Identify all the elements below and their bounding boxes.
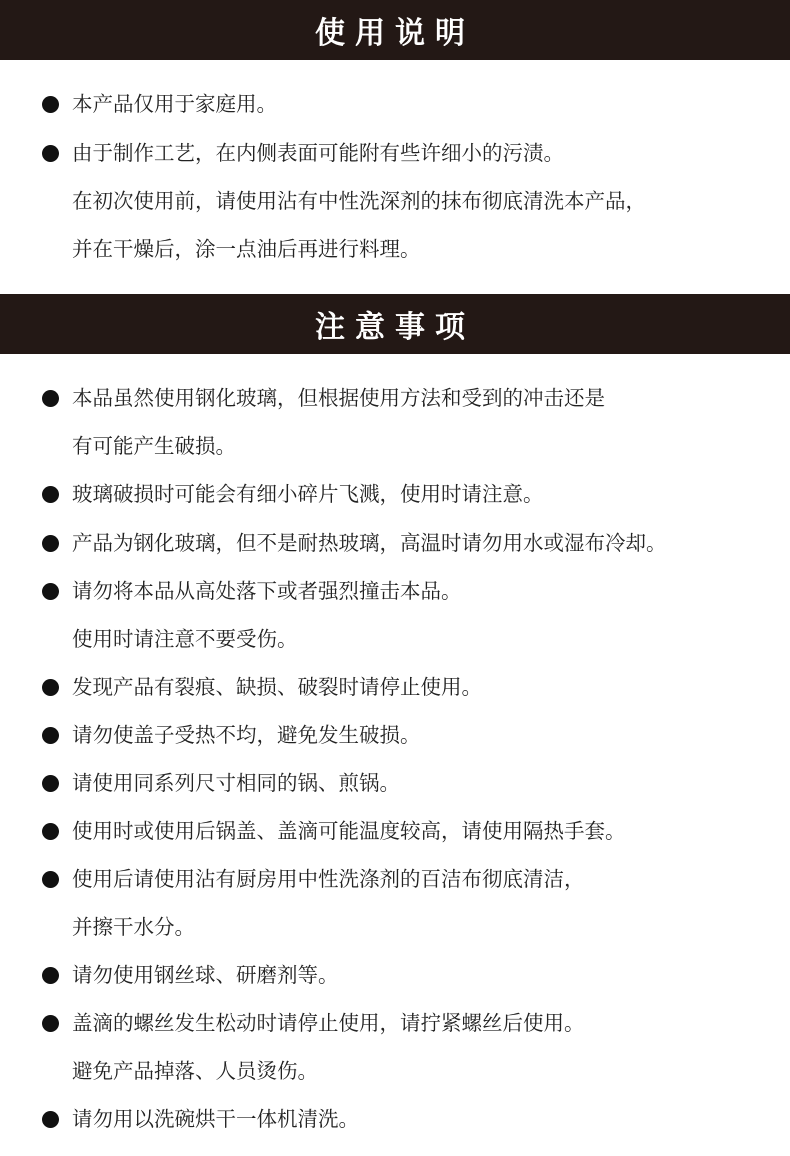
- list-item: [42, 965, 339, 986]
- list-item: [42, 821, 626, 842]
- list-item: [42, 143, 564, 164]
- bullet-icon: [42, 1111, 59, 1128]
- item-text: 请使用同系列尺寸相同的锅、煎锅。: [72, 771, 400, 795]
- bullet-icon: [42, 727, 59, 744]
- list-item: [42, 1109, 359, 1130]
- list-item: [42, 677, 482, 698]
- item-continuation: 在初次使用前，请使用沾有中性洗深剂的抹布彻底清洗本产品，: [72, 189, 646, 213]
- list-item: [42, 869, 585, 890]
- bullet-icon: [42, 823, 59, 840]
- list-item: [42, 388, 605, 409]
- item-text: 盖滴的螺丝发生松动时请停止使用，请拧紧螺丝后使用。: [72, 1011, 585, 1035]
- list-item: [42, 773, 400, 794]
- item-text: 请勿将本品从高处落下或者强烈撞击本品。: [72, 579, 462, 603]
- section-banner-precautions: [0, 294, 790, 354]
- bullet-icon: [42, 486, 59, 503]
- bullet-icon: [42, 871, 59, 888]
- bullet-icon: [42, 967, 59, 984]
- bullet-icon: [42, 775, 59, 792]
- item-continuation: 并在干燥后，涂一点油后再进行料理。: [72, 237, 421, 261]
- item-text: 请勿使盖子受热不均，避免发生破损。: [72, 723, 421, 747]
- item-text: 本产品仅用于家庭用。: [72, 92, 277, 116]
- item-text: 使用时或使用后锅盖、盖滴可能温度较高，请使用隔热手套。: [72, 819, 626, 843]
- list-item: [42, 94, 277, 115]
- section-banner-usage: [0, 0, 790, 60]
- bullet-icon: [42, 1015, 59, 1032]
- item-continuation: 避免产品掉落、人员烫伤。: [72, 1059, 318, 1083]
- item-text: 请勿用以洗碗烘干一体机清洗。: [72, 1107, 359, 1131]
- item-text: 玻璃破损时可能会有细小碎片飞溅，使用时请注意。: [72, 482, 544, 506]
- section-title-precautions: 注意事项: [315, 310, 475, 345]
- item-text: 使用后请使用沾有厨房用中性洗涤剂的百洁布彻底清洁，: [72, 867, 585, 891]
- bullet-icon: [42, 96, 59, 113]
- item-continuation: 使用时请注意不要受伤。: [72, 627, 298, 651]
- list-item: [42, 581, 462, 602]
- list-item: [42, 1013, 585, 1034]
- bullet-icon: [42, 679, 59, 696]
- bullet-icon: [42, 145, 59, 162]
- item-text: 产品为钢化玻璃，但不是耐热玻璃，高温时请勿用水或湿布冷却。: [72, 531, 667, 555]
- bullet-icon: [42, 535, 59, 552]
- item-text: 请勿使用钢丝球、研磨剂等。: [72, 963, 339, 987]
- item-text: 由于制作工艺，在内侧表面可能附有些许细小的污渍。: [72, 141, 564, 165]
- item-text: 本品虽然使用钢化玻璃，但根据使用方法和受到的冲击还是: [72, 386, 605, 410]
- list-item: [42, 533, 667, 554]
- section-title-usage: 使用说明: [315, 16, 475, 51]
- item-continuation: 有可能产生破损。: [72, 434, 236, 458]
- item-continuation: 并擦干水分。: [72, 915, 195, 939]
- bullet-icon: [42, 390, 59, 407]
- bullet-icon: [42, 583, 59, 600]
- item-text: 发现产品有裂痕、缺损、破裂时请停止使用。: [72, 675, 482, 699]
- list-item: [42, 725, 421, 746]
- list-item: [42, 484, 544, 505]
